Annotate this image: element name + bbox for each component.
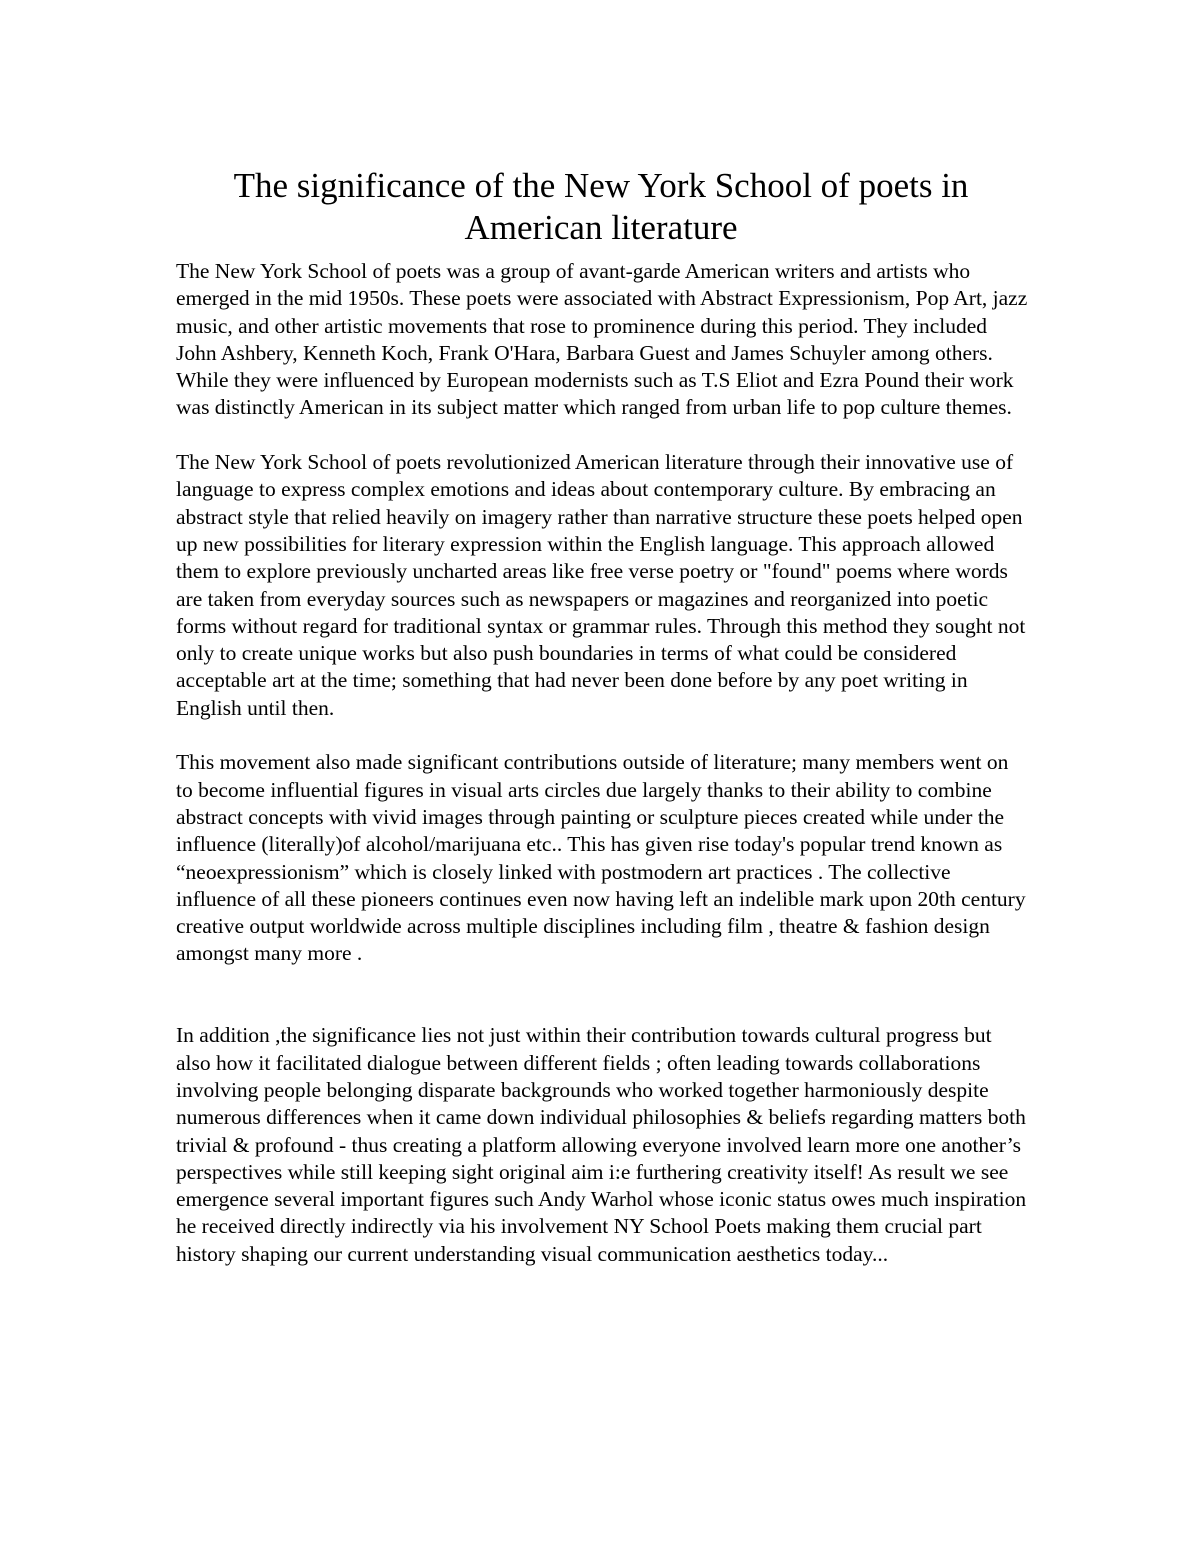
document-title: The significance of the New York School of poets in American literature — [233, 166, 969, 247]
paragraph-3: This movement also made significant contributions outside of literature; many members went on to become influential figures in visual arts circles due largely thanks to their ability to combine abstract concepts with vivid images through painting or sculpture pieces created while under the influence (literally)of alcohol/marijuana etc.. This has given rise today's popular trend known as “neoexpressionism” which is closely linked with postmodern art practices . The collective influence of all these pioneers continues even now having left an indelible mark upon 20th century creative output worldwide across multiple disciplines including film , theatre & fashion design amongst many more . — [176, 750, 1026, 966]
paragraph-2: The New York School of poets revolutionized American literature through their innovative use of language to express complex emotions and ideas about contemporary culture. By embracing an abstract style that relied heavily on imagery rather than narrative structure these poets helped open up new possibilities for literary expression within the English language. This approach allowed them to explore previously uncharted areas like free verse poetry or "found" poems where words are taken from everyday sources such as newspapers or magazines and reorganized into poetic forms without regard for traditional syntax or grammar rules. Through this method they sought not only to create unique works but also push boundaries in terms of what could be considered acceptable art at the time; something that had never been done before by any poet writing in English until then. — [176, 450, 1026, 720]
document-body — [176, 258, 1028, 1295]
paragraph-4: In addition ,the significance lies not just within their contribution towards cultural progress but also how it facilitated dialogue between different fields ; often leading towards collaborations involving people belonging disparate backgrounds who worked together harmoniously despite numerous differences when it came down individual philosophies & beliefs regarding matters both trivial & profound - thus creating a platform allowing everyone involved learn more one another’s perspectives while still keeping sight original aim i:e furthering creativity itself! As result we see emergence several important figures such Andy Warhol whose iconic status owes much inspiration he received directly indirectly via his involvement NY School Poets making them crucial part history shaping our current understanding visual communication aesthetics today... — [176, 1023, 1027, 1266]
paragraph-1: The New York School of poets was a group of avant-garde American writers and artists who emerged in the mid 1950s. These poets were associated with Abstract Expressionism, Pop Art, jazz music, and other artistic movements that rose to prominence during this period. They included John Ashbery, Kenneth Koch, Frank O'Hara, Barbara Guest and James Schuyler among others. While they were influenced by European modernists such as T.S Eliot and Ezra Pound their work was distinctly American in its subject matter which ranged from urban life to pop culture themes. — [176, 259, 1028, 420]
